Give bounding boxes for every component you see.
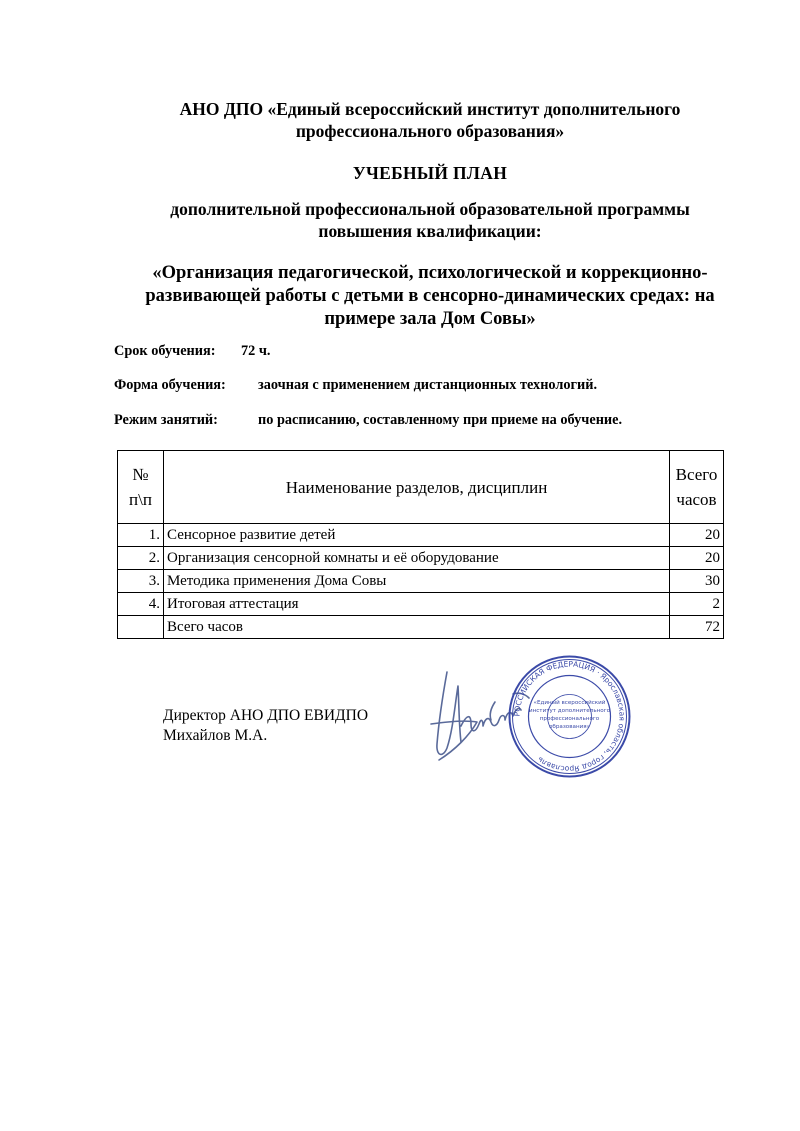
header-hours-line-1: Всего — [675, 465, 718, 484]
program-title-line-2: развивающей работы с детьми в сенсорно-динамических средах: на — [145, 286, 715, 306]
curriculum-table — [117, 450, 724, 639]
header-hours-line-2: часов — [676, 490, 717, 509]
program-type — [100, 198, 760, 242]
program-title — [110, 262, 750, 331]
row-name: Итоговая аттестация — [164, 593, 670, 616]
header-num-line-1: № — [132, 465, 149, 484]
program-type-line-1: дополнительной профессиональной образовательной программы — [170, 199, 690, 219]
seal-inner-line-4: образования» — [548, 724, 591, 730]
table-total-row — [118, 616, 724, 639]
header-name: Наименование разделов, дисциплин — [164, 451, 670, 524]
organization-name — [100, 98, 760, 142]
row-num: 3. — [118, 570, 164, 593]
row-num: 4. — [118, 593, 164, 616]
duration-value: 72 ч. — [241, 343, 271, 359]
program-type-line-2: повышения квалификации: — [318, 221, 542, 241]
form-field — [114, 377, 598, 394]
duration-label: Срок обучения: — [114, 343, 216, 359]
table-row — [118, 593, 724, 616]
total-hours: 72 — [670, 616, 724, 639]
program-title-line-1: «Организация педагогической, психологической и коррекционно- — [152, 263, 708, 283]
org-line-2: профессионального образования» — [295, 121, 565, 141]
row-name: Организация сенсорной комнаты и её оборудование — [164, 547, 670, 570]
total-num — [118, 616, 164, 639]
header-num — [118, 451, 164, 524]
table-row — [118, 524, 724, 547]
row-name: Методика применения Дома Совы — [164, 570, 670, 593]
signatory-name: Михайлов М.А. — [163, 727, 268, 744]
row-num: 1. — [118, 524, 164, 547]
form-label: Форма обучения: — [114, 377, 226, 393]
table-row — [118, 547, 724, 570]
row-name: Сенсорное развитие детей — [164, 524, 670, 547]
form-value: заочная с применением дистанционных технологий. — [258, 377, 598, 393]
total-label: Всего часов — [164, 616, 670, 639]
schedule-field — [114, 412, 623, 429]
program-title-line-3: примере зала Дом Совы» — [324, 309, 536, 329]
signatory-position: Директор АНО ДПО ЕВИДПО — [163, 707, 369, 724]
org-line-1: АНО ДПО «Единый всероссийский институт дополнительного — [179, 99, 681, 119]
row-hours: 20 — [670, 524, 724, 547]
seal-outer-text: РОССИЙСКАЯ ФЕДЕРАЦИЯ · Ярославская область, город Ярославль — [512, 659, 627, 774]
table-row — [118, 570, 724, 593]
header-num-line-2: п\п — [129, 490, 152, 509]
signatory — [163, 706, 368, 746]
table-header-row — [118, 451, 724, 524]
seal-inner-line-1: «Единый всероссийский — [533, 700, 606, 706]
schedule-label: Режим занятий: — [114, 412, 218, 428]
header-hours — [670, 451, 724, 524]
row-hours: 20 — [670, 547, 724, 570]
page-title: УЧЕБНЫЙ ПЛАН — [352, 163, 508, 183]
seal-inner-line-3: профессионального — [539, 716, 600, 722]
official-seal — [507, 654, 632, 779]
row-hours: 30 — [670, 570, 724, 593]
duration-field — [114, 343, 271, 360]
schedule-value: по расписанию, составленному при приеме на обучение. — [258, 412, 623, 428]
row-num: 2. — [118, 547, 164, 570]
seal-inner-line-2: институт дополнительного — [528, 708, 611, 714]
row-hours: 2 — [670, 593, 724, 616]
